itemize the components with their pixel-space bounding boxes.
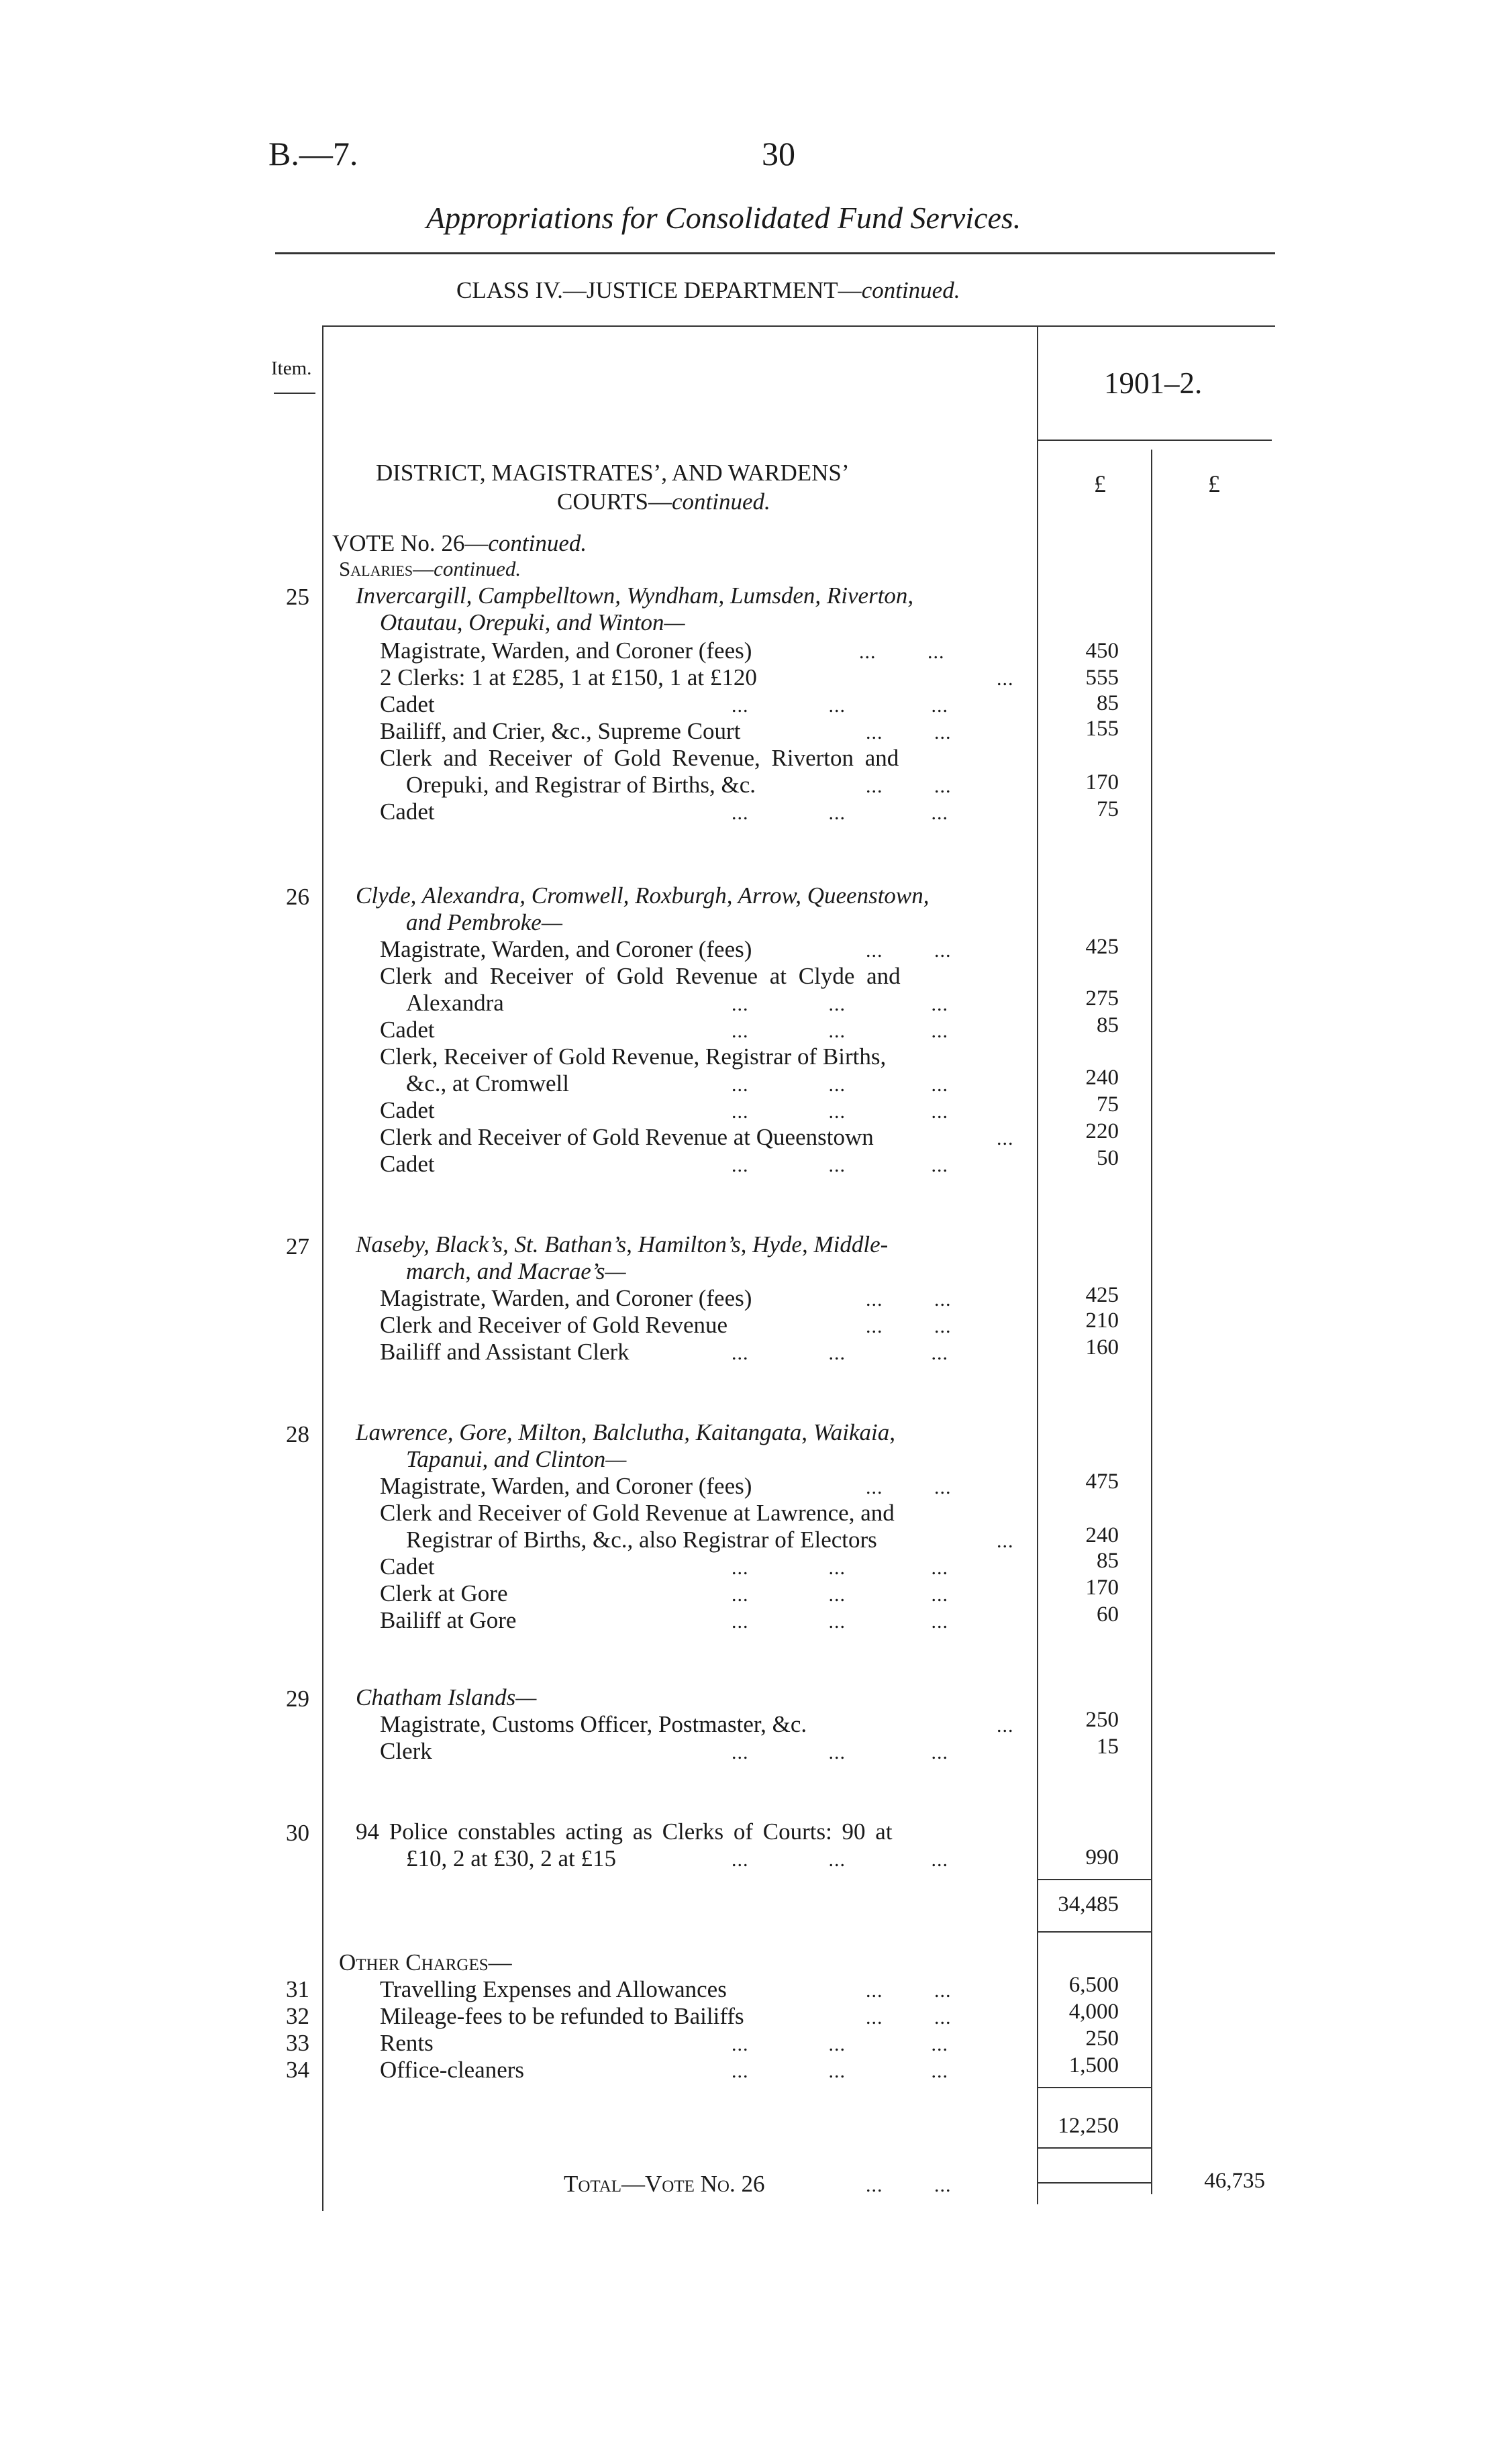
item-27-line-3: Bailiff and Assistant Clerk [380,1339,630,1365]
leader-dots: ... ... [866,775,952,797]
other-charge-34-label: Office-cleaners [380,2057,525,2083]
item-number-26: 26 [286,884,309,910]
leader-dots: ... ... [866,721,952,743]
year-column-header: 1901–2. [1104,366,1203,400]
title-rule [275,252,1275,254]
item-28-amount-1: 475 [1085,1470,1119,1494]
other-charge-33-label: Rents [380,2030,434,2056]
item-28-amount-5: 170 [1085,1576,1119,1600]
item-28-line-2: Clerk and Receiver of Gold Revenue at Lawrence, and [380,1500,895,1526]
leader-dots: ... ... [866,2174,952,2196]
item-26-line-5: Clerk, Receiver of Gold Revenue, Registrar of Births, [380,1043,887,1070]
total-amount: 46,735 [1204,2169,1265,2193]
item-28-heading-1: Lawrence, Gore, Milton, Balclutha, Kaitangata, Waikaia, [356,1419,895,1445]
item-26-amount-3: 275 [1085,986,1119,1011]
salaries-subtotal: 34,485 [1058,1892,1119,1916]
pound-header-2: £ [1208,470,1220,497]
item-28-amount-3: 240 [1085,1523,1119,1547]
year-header-rule [1037,440,1272,441]
leader-dots: ... ... ... [732,802,948,824]
leader-dots: ... ... [866,1980,952,2002]
leader-dots: ... [997,668,1014,690]
leader-dots: ... ... ... [732,1557,948,1579]
item-26-line-4: Cadet [380,1017,435,1043]
leader-dots: ... ... [866,939,952,962]
item-28-amount-6: 60 [1097,1602,1119,1627]
document-reference: B.—7. [268,135,358,172]
salaries-heading-main: Salaries— [339,557,434,580]
other-charge-32-amount: 4,000 [1068,2000,1119,2024]
item-29-line-2: Clerk [380,1738,432,1764]
item-26-heading-2: and Pembroke— [406,909,562,935]
item-25-amount-7: 75 [1097,797,1119,821]
item-number-30: 30 [286,1820,309,1846]
item-header-underline [274,393,315,394]
item-number-32: 32 [286,2003,309,2029]
item-27-amount-2: 210 [1085,1308,1119,1333]
text-column-rule [1037,325,1038,2204]
item-25-heading-1: Invercargill, Campbelltown, Wyndham, Lumsden, Riverton, [356,582,914,609]
item-25-line-5: Clerk and Receiver of Gold Revenue, Riverton and [380,745,899,771]
leader-dots: ... ... ... [732,1100,948,1123]
item-25-amount-2: 555 [1085,666,1119,690]
class-heading-cont: continued. [861,277,960,303]
leader-dots: ... ... ... [732,1610,948,1633]
item-number-27: 27 [286,1233,309,1260]
salaries-heading [339,557,521,581]
salaries-heading-cont: continued. [434,557,521,580]
item-number-31: 31 [286,1976,309,2002]
vote-heading-cont: continued. [488,530,587,556]
item-29-amount-2: 15 [1097,1735,1119,1759]
class-heading [456,277,960,304]
item-26-line-9: Cadet [380,1151,435,1177]
item-30-line-1: 94 Police constables acting as Clerks of Courts: 90 at [356,1818,893,1845]
leader-dots: ... [997,1714,1014,1737]
item-26-line-8: Clerk and Receiver of Gold Revenue at Queenstown [380,1124,874,1150]
leader-dots: ... [997,1127,1014,1149]
item-30-line-2: £10, 2 at £30, 2 at £15 [406,1845,617,1871]
leader-dots: ... ... [866,1288,952,1311]
item-28-line-1: Magistrate, Warden, and Coroner (fees) [380,1473,752,1499]
item-number-34: 34 [286,2057,309,2083]
item-26-line-6: &c., at Cromwell [406,1070,570,1096]
item-number-28: 28 [286,1421,309,1447]
other-charge-31-label: Travelling Expenses and Allowances [380,1976,727,2002]
item-26-amount-6: 240 [1085,1066,1119,1090]
item-28-line-5: Clerk at Gore [380,1580,508,1606]
pound-header-1: £ [1094,470,1106,497]
item-29-amount-1: 250 [1085,1708,1119,1732]
item-29-heading-1: Chatham Islands— [356,1684,537,1710]
item-25-line-7: Cadet [380,799,435,825]
leader-dots: ... ... ... [732,1584,948,1606]
item-28-amount-4: 85 [1097,1549,1119,1573]
leader-dots: ... ... [866,1315,952,1337]
leader-dots: ... ... ... [732,1741,948,1763]
other-subtotal-rule-bottom [1038,2147,1151,2149]
item-28-heading-2: Tapanui, and Clinton— [406,1446,627,1472]
leader-dots: ... ... ... [732,2060,948,2082]
leader-dots: ... ... ... [732,695,948,717]
item-26-line-7: Cadet [380,1097,435,1123]
item-26-line-3: Alexandra [406,990,504,1016]
leader-dots: ... ... [866,1476,952,1498]
vote-heading [332,530,587,557]
item-26-amount-9: 50 [1097,1146,1119,1170]
class-heading-main: CLASS IV.—JUSTICE DEPARTMENT— [456,277,862,303]
leader-dots: ... ... [859,641,945,663]
leader-dots: ... ... ... [732,1074,948,1096]
section-title-line1: DISTRICT, MAGISTRATES’, AND WARDENS’ [376,460,850,486]
amount-column-rule [1151,450,1152,2194]
item-25-line-3: Cadet [380,691,435,717]
other-charge-33-amount: 250 [1085,2026,1119,2051]
item-25-amount-4: 155 [1085,717,1119,741]
item-25-heading-2: Otautau, Orepuki, and Winton— [380,609,685,635]
other-charge-31-amount: 6,500 [1068,1973,1119,1997]
other-subtotal-rule-top [1038,2087,1151,2088]
item-28-line-6: Bailiff at Gore [380,1607,517,1633]
item-26-amount-1: 425 [1085,935,1119,959]
other-charges-heading: Other Charges— [339,1949,512,1975]
item-25-amount-3: 85 [1097,691,1119,715]
item-number-33: 33 [286,2030,309,2056]
leader-dots: ... ... ... [732,2033,948,2055]
subtotal-rule-bottom [1038,1931,1151,1933]
item-27-amount-3: 160 [1085,1335,1119,1359]
section-title-main: COURTS— [557,489,672,515]
item-column-header: Item. [271,358,312,379]
vote-heading-main: VOTE No. 26— [332,530,489,556]
total-label: Total—Vote No. 26 [564,2171,765,2197]
item-27-heading-2: march, and Macrae’s— [406,1258,626,1284]
section-title-cont: continued. [671,489,770,515]
item-number-25: 25 [286,584,309,610]
item-column-rule [322,325,323,2211]
item-29-line-1: Magistrate, Customs Officer, Postmaster, &c. [380,1711,807,1737]
leader-dots: ... ... ... [732,1342,948,1364]
leader-dots: ... [997,1530,1014,1552]
item-28-line-4: Cadet [380,1553,435,1580]
section-title-line2 [557,489,770,515]
item-26-heading-1: Clyde, Alexandra, Cromwell, Roxburgh, Arrow, Queenstown, [356,882,930,909]
subtotal-rule-top [1038,1879,1151,1880]
other-charge-32-label: Mileage-fees to be refunded to Bailiffs [380,2003,744,2029]
leader-dots: ... ... [866,2006,952,2029]
other-charges-subtotal: 12,250 [1058,2114,1119,2138]
item-25-line-2: 2 Clerks: 1 at £285, 1 at £150, 1 at £120 [380,664,757,690]
leader-dots: ... ... ... [732,1154,948,1176]
item-26-line-2: Clerk and Receiver of Gold Revenue at Clyde and [380,963,901,989]
item-26-amount-4: 85 [1097,1013,1119,1037]
item-28-line-3: Registrar of Births, &c., also Registrar of Electors [406,1527,877,1553]
page-number: 30 [762,135,795,172]
total-rule [1038,2182,1151,2184]
item-27-line-1: Magistrate, Warden, and Coroner (fees) [380,1285,752,1311]
item-27-heading-1: Naseby, Black’s, St. Bathan’s, Hamilton’s, Hyde, Middle- [356,1231,889,1257]
leader-dots: ... ... ... [732,993,948,1015]
item-25-line-4: Bailiff, and Crier, &c., Supreme Court [380,718,741,744]
item-27-line-2: Clerk and Receiver of Gold Revenue [380,1312,728,1338]
item-25-amount-1: 450 [1085,639,1119,663]
item-27-amount-1: 425 [1085,1283,1119,1307]
page-title: Appropriations for Consolidated Fund Services. [426,201,1021,235]
leader-dots: ... ... ... [732,1849,948,1871]
item-26-amount-8: 220 [1085,1119,1119,1143]
item-25-amount-6: 170 [1085,770,1119,794]
other-charge-34-amount: 1,500 [1068,2053,1119,2077]
item-25-line-1: Magistrate, Warden, and Coroner (fees) [380,637,752,664]
item-30-amount-2: 990 [1085,1845,1119,1869]
item-26-amount-7: 75 [1097,1092,1119,1117]
item-26-line-1: Magistrate, Warden, and Coroner (fees) [380,936,752,962]
table-top-rule [322,325,1275,327]
item-number-29: 29 [286,1686,309,1712]
leader-dots: ... ... ... [732,1020,948,1042]
item-25-line-6: Orepuki, and Registrar of Births, &c. [406,772,756,798]
